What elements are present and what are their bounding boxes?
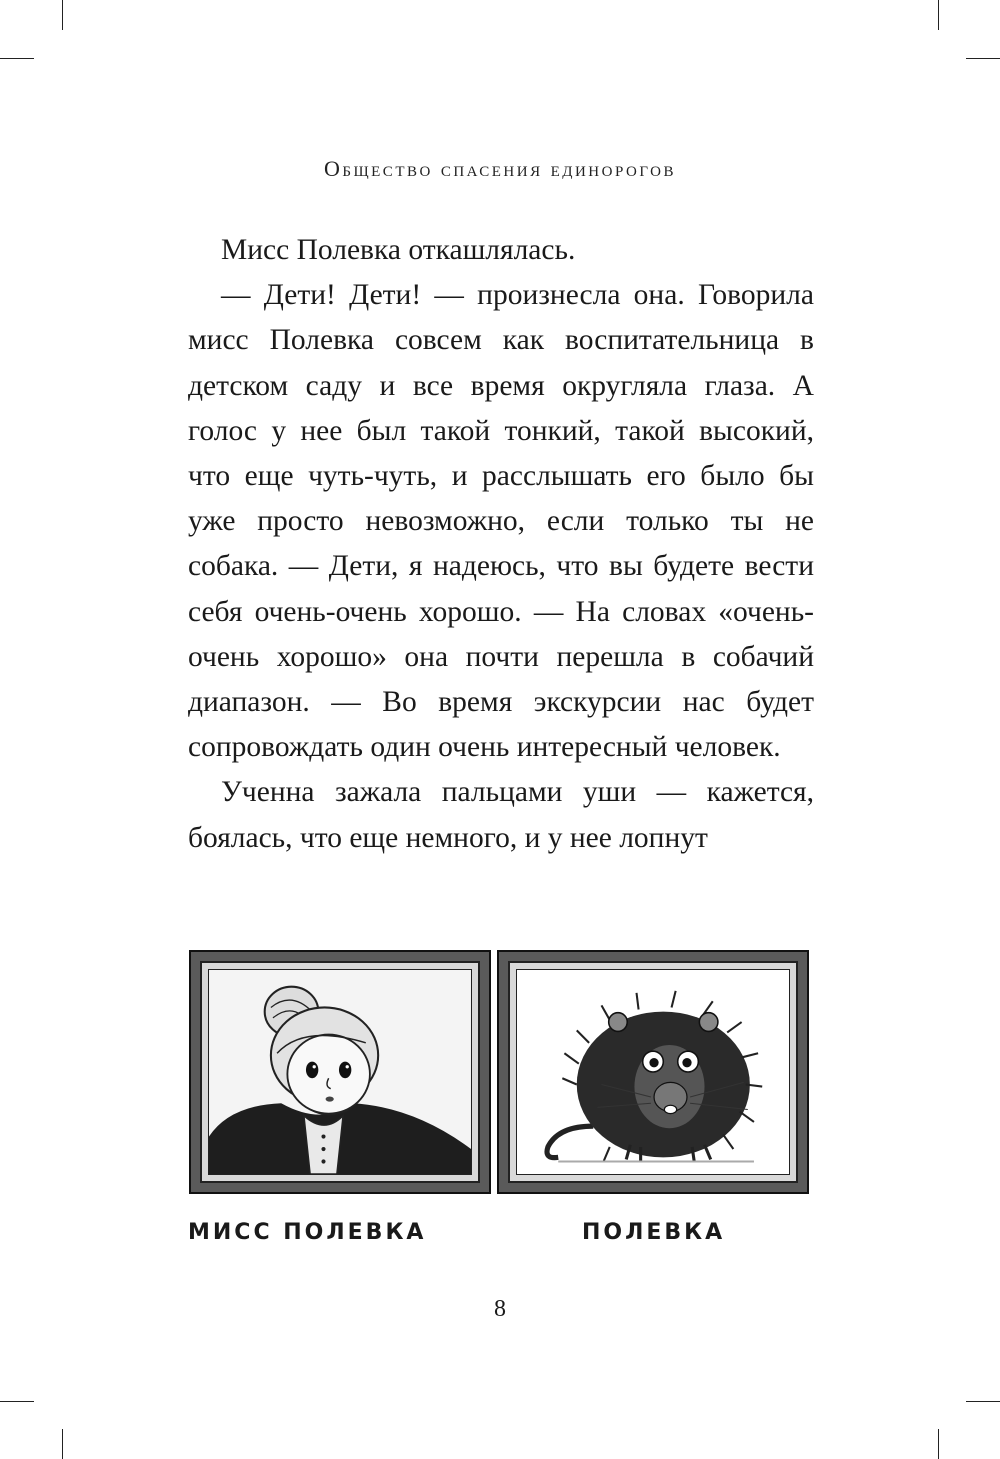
woman-portrait-icon [209, 970, 471, 1174]
illustration-vole [516, 969, 790, 1175]
portrait-frame-vole [497, 950, 809, 1194]
portrait-frame-miss-polevka [189, 950, 491, 1194]
caption-miss-polevka: МИСС ПОЛЕВКА [188, 1220, 427, 1245]
frame-mat [200, 961, 480, 1183]
crop-mark [966, 1401, 1000, 1402]
page-number: 8 [494, 1296, 506, 1322]
running-head: Общество спасения единорогов [324, 156, 676, 181]
paragraph: — Дети! Дети! — произнесла она. Говорила мисс Полевка совсем как воспитательница в детском саду и все время округляла глаза. А голос у нее был такой тонкий, такой высокий, что еще чуть-чуть, и расслышать его было бы уже просто невозможно, если только ты не собака. — Дети, я надеюсь, что вы будете вести себя очень-очень хорошо. — На словах «очень-очень хорошо» она почти перешла в собачий диапазон. — Во время экскурсии нас будет сопровождать один очень интересный человек. [188, 279, 814, 764]
crop-mark [938, 1429, 939, 1459]
frame-mat [508, 961, 798, 1183]
illustration-miss-polevka [208, 969, 472, 1175]
crop-mark [0, 1401, 34, 1402]
body-text [188, 228, 814, 861]
paragraph: Ученна зажала пальцами уши — кажется, боялась, что еще немного, и у нее лопнут [188, 776, 814, 854]
crop-mark [62, 1429, 63, 1459]
paragraph: Мисс Полевка откашлялась. [221, 234, 576, 266]
vole-icon [517, 970, 789, 1174]
crop-mark [966, 58, 1000, 59]
crop-mark [938, 0, 939, 30]
crop-mark [62, 0, 63, 30]
caption-polevka: ПОЛЕВКА [582, 1220, 726, 1245]
crop-mark [0, 58, 34, 59]
